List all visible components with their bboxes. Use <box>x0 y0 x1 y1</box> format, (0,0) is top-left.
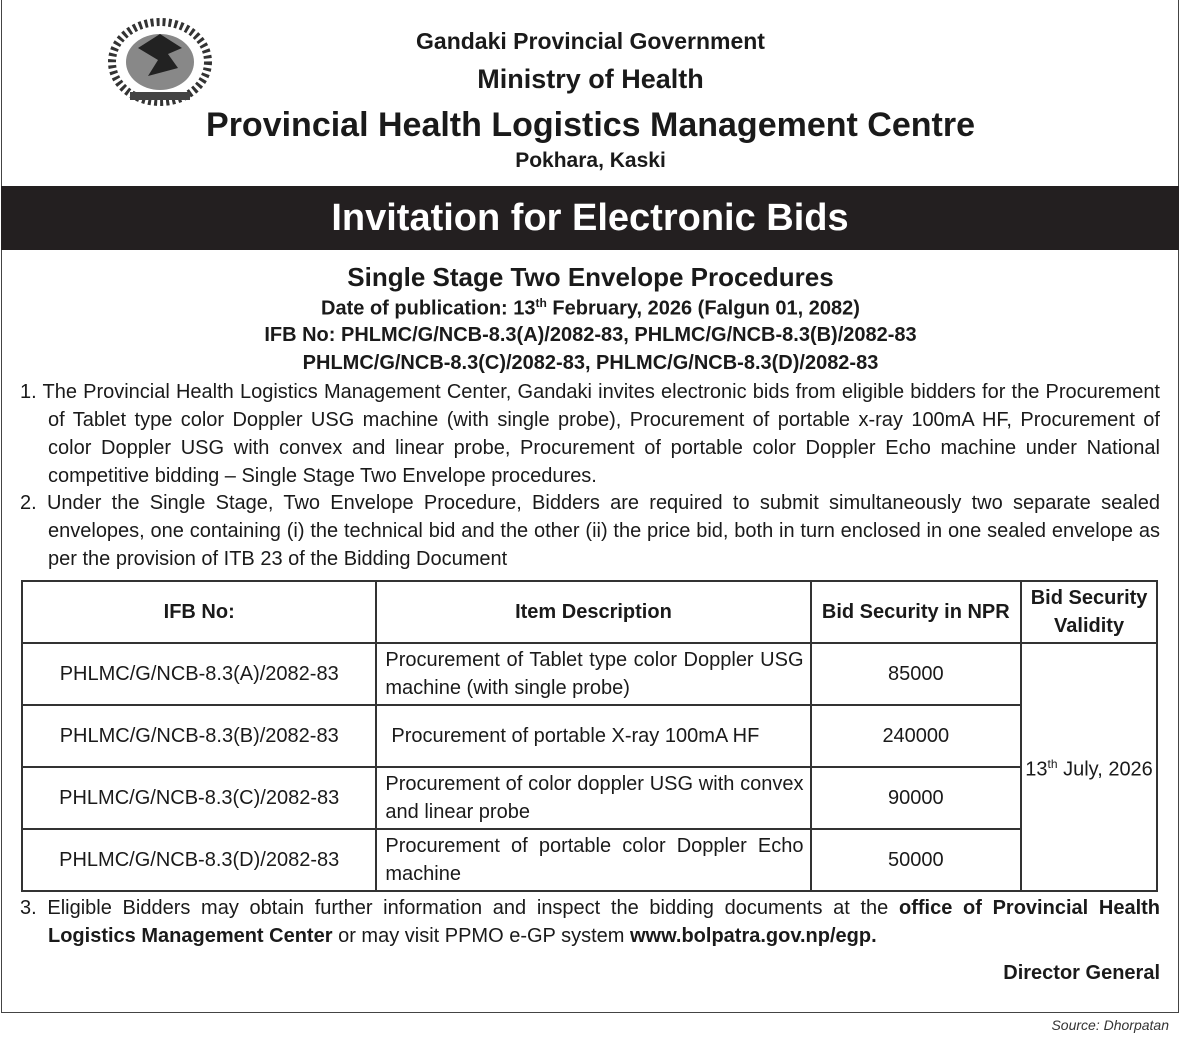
header-ifb: IFB No: <box>22 581 376 643</box>
amount-cell: 240000 <box>811 705 1022 767</box>
publication-date <box>0 296 1181 321</box>
date-prefix: Date of publication: 13 <box>321 297 536 320</box>
amount-cell: 85000 <box>811 643 1022 705</box>
ifb-cell: PHLMC/G/NCB-8.3(A)/2082-83 <box>22 643 376 705</box>
validity-rest: July, 2026 <box>1057 758 1153 781</box>
table-row <box>22 643 1157 705</box>
egp-link[interactable]: www.bolpatra.gov.np/egp. <box>629 925 877 947</box>
ifb-cell: PHLMC/G/NCB-8.3(C)/2082-83 <box>22 767 376 829</box>
amount-cell: 50000 <box>811 829 1022 891</box>
p3-text-2: or may visit PPMO e-GP system <box>332 925 630 947</box>
date-sup: th <box>535 296 547 310</box>
location: Pokhara, Kaski <box>515 149 666 172</box>
centre-name: Provincial Health Logistics Management Centre <box>206 106 975 144</box>
paragraph-2-text: 2. Under the Single Stage, Two Envelope Procedure, Bidders are required to submit simultaneously two separate sealed envelopes, one containing (i) the technical bid and the other (ii) the price bid, both in turn enclosed in one sealed envelope as per the provision of ITB 23 of the Bidding Document <box>20 492 1160 570</box>
description-cell: Procurement of color doppler USG with convex and linear probe <box>376 767 810 829</box>
validity-day: 13 <box>1025 758 1048 781</box>
title-banner: Invitation for Electronic Bids <box>1 186 1179 250</box>
header-security: Bid Security in NPR <box>811 581 1022 643</box>
validity-sup: th <box>1047 757 1058 772</box>
ifb-cell: PHLMC/G/NCB-8.3(B)/2082-83 <box>22 705 376 767</box>
header-validity: Bid Security Validity <box>1021 581 1157 643</box>
paragraph-3 <box>20 894 1160 950</box>
date-rest: February, 2026 (Falgun 01, 2082) <box>546 297 860 320</box>
ifb-cell: PHLMC/G/NCB-8.3(D)/2082-83 <box>22 829 376 891</box>
p3-text: 3. Eligible Bidders may obtain further information and inspect the bidding documents at the <box>20 897 899 919</box>
table-row <box>22 705 1157 767</box>
ifb-line-1: IFB No: PHLMC/G/NCB-8.3(A)/2082-83, PHLMC/G/NCB-8.3(B)/2082-83 <box>264 324 917 346</box>
ifb-line-2: PHLMC/G/NCB-8.3(C)/2082-83, PHLMC/G/NCB-8.3(D)/2082-83 <box>302 352 879 374</box>
validity-cell <box>1021 643 1157 891</box>
description-cell: Procurement of portable color Doppler Echo machine <box>376 829 810 891</box>
bid-table <box>21 580 1158 892</box>
procedure-title: Single Stage Two Envelope Procedures <box>347 262 834 292</box>
table-row <box>22 829 1157 891</box>
paragraph-2 <box>20 489 1160 573</box>
source-credit: Source: Dhorpatan <box>1051 1017 1169 1033</box>
header-description: Item Description <box>376 581 810 643</box>
p3-office: office of Provincial Health Logistics Management Center <box>48 897 1161 947</box>
amount-cell: 90000 <box>811 767 1022 829</box>
paragraph-1-text: 1. The Provincial Health Logistics Management Center, Gandaki invites electronic bids from eligible bidders for the Procurement of Tablet type color Doppler USG machine (with single probe), Procurement of portable x-ray 100mA HF, Procurement of color Doppler USG with convex and linear probe, Procurement of portable color Doppler Echo machine under National competitive bidding – Single Stage Two Envelope procedures. <box>20 381 1160 487</box>
gov-name: Gandaki Provincial Government <box>416 28 765 54</box>
description-cell: Procurement of Tablet type color Doppler USG machine (with single probe) <box>376 643 810 705</box>
description-cell: Procurement of portable X-ray 100mA HF <box>376 705 810 767</box>
paragraph-1 <box>20 378 1160 490</box>
table-header-row <box>22 581 1157 643</box>
table-row <box>22 767 1157 829</box>
signature: Director General <box>1003 962 1160 984</box>
ministry-name: Ministry of Health <box>477 64 704 94</box>
